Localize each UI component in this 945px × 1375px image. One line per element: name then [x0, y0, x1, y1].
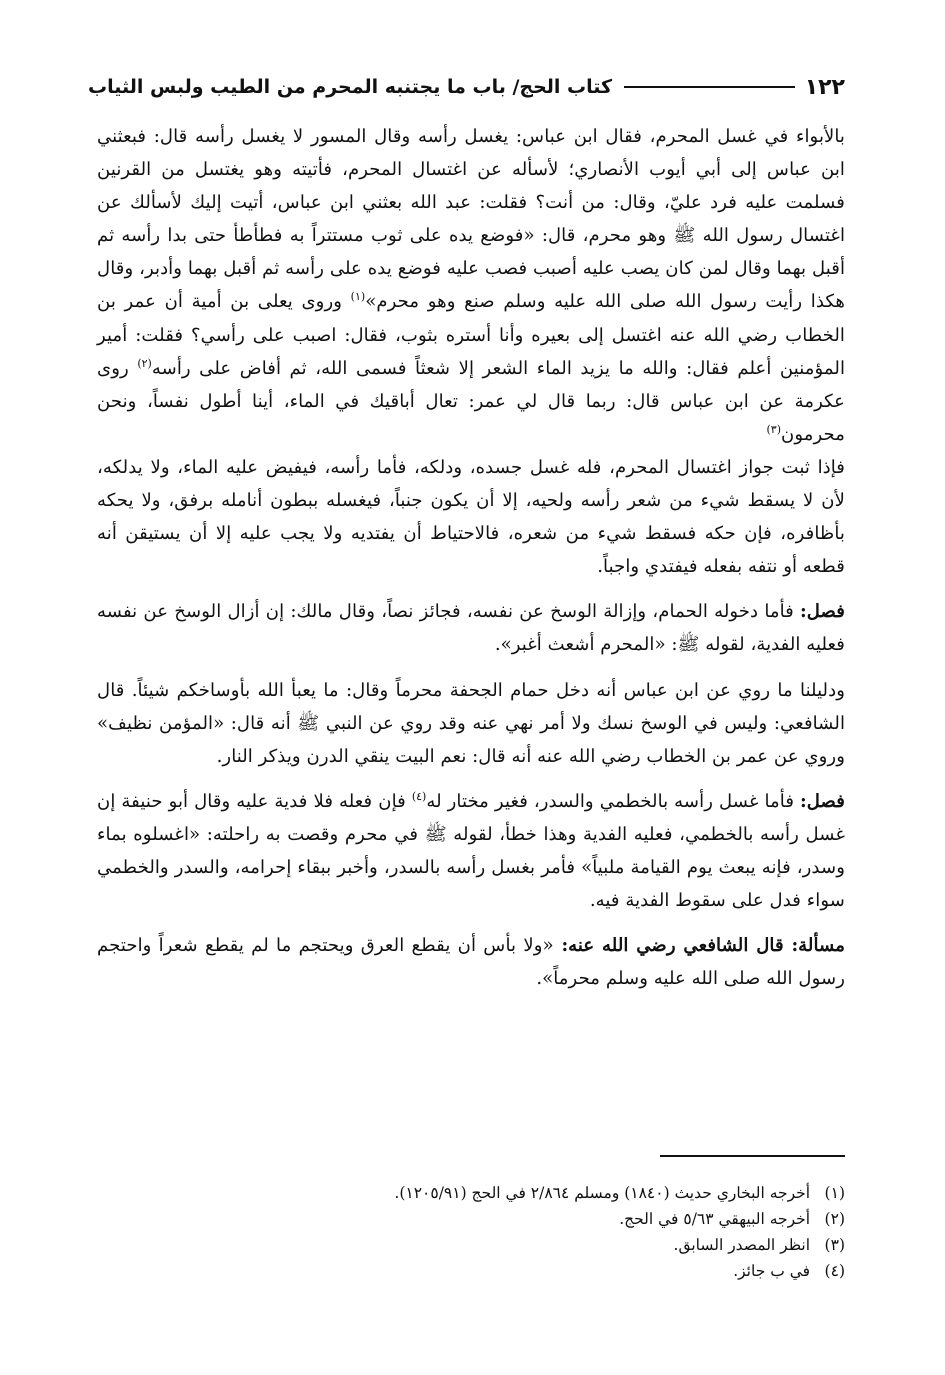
footnote-item: [300, 1206, 845, 1232]
paragraph-2: فإذا ثبت جواز اغتسال المحرم، فله غسل جسده، ودلكه، فأما رأسه، فيفيض عليه الماء، ولا يدلكه، لأن لا يسقط شيء من شعر رأسه ولحيه، إلا أن يكون جنباً، فيغسله ببطون أنامله برفق، ولا يحكه بأظافره، فإن حكه فسقط شيء من شعره، فالاحتياط أن يفتديه ولا يجب عليه إلا أن يستيقن أنه قطعه أو نتفه بفعله فيفتدي واجباً.: [97, 456, 845, 578]
paragraph-1-continued: وروى يعلى بن أمية أن عمر بن الخطاب رضي الله عنه اغتسل إلى بعيره وأنا أستره بثوب، فقال: اصبب على رأسي؟ فقلت: أمير المؤمنين أعلم فقال: والله ما يزيد الماء الشعر إلا شعثاً فسمى الله، ثم أفاض على رأسه: [97, 291, 845, 379]
paragraph-1-text: بالأبواء في غسل المحرم، فقال ابن عباس: يغسل رأسه وقال المسور لا يغسل رأسه قال: فبعثني ابن عباس إلى أبي أيوب الأنصاري؛ لأسأله عن اغتسال المحرم، فأتيته وهو يغتسل من القرنين فسلمت عليه فرد عليّ، وقال: من أنت؟ فقلت: عبد الله بعثني ابن عباس، أتيت إليك لأسألك عن اغتسال رسول الله ﷺ وهو محرم، قال: «فوضع يده على ثوب مستتراً به فطأطأ حتى بدا رأسه ثم أقبل بهما وقال لمن كان يصب عليه أصبب فصب عليه فوضع يده على رأسه ثم أقبل بهما وأدبر، وقال هكذا رأيت رسول الله صلى الله عليه وسلم صنع وهو محرم»: [97, 126, 846, 313]
footnote-number: (٤): [824, 1262, 845, 1280]
running-title: كتاب الحج/ باب ما يجتنبه المحرم من الطيب ولبس الثياب: [88, 76, 613, 98]
footnote-number: (٢): [824, 1210, 845, 1228]
paragraph-3-text: فأما دخوله الحمام، وإزالة الوسخ عن نفسه، فجائز نصاً، وقال مالك: إن أزال الوسخ عن نفسه فعليه الفدية، لقوله ﷺ: «المحرم أشعث أغبر».: [97, 601, 845, 656]
header-rule: [624, 86, 795, 88]
footnote-item: [300, 1232, 845, 1258]
masala-label: مسألة:: [791, 935, 845, 957]
paragraph-fasl-1: [97, 595, 845, 661]
footnotes: [300, 1180, 845, 1284]
footnote-number: (٣): [824, 1236, 845, 1254]
fasl-label-1: فصل:: [800, 601, 845, 623]
footnote-number: (١): [824, 1184, 845, 1202]
page-number: ١٢٢: [804, 74, 845, 100]
page-header: [88, 72, 845, 102]
main-text: [97, 120, 845, 995]
fasl-label-2: فصل:: [800, 790, 845, 812]
paragraph-1-continued-2: روى عكرمة عن ابن عباس قال: ربما قال لي عمر: تعال أباقيك في الماء، أينا أطول نفساً، ونحن محرمون: [97, 357, 845, 445]
paragraph-4: ودليلنا ما روي عن ابن عباس أنه دخل حمام الجحفة محرماً وقال: ما يعبأ الله بأوساخكم شيئاً. قال الشافعي: وليس في الوسخ نسك ولا أمر نهي عنه وقد روي عن النبي ﷺ أنه قال: «المؤمن نظيف» وروي عن عمر بن الخطاب رضي الله عنه أنه قال: نعم البيت ينقي الدرن ويذكر النار.: [97, 679, 845, 767]
footnote-text: انظر المصدر السابق.: [673, 1236, 811, 1254]
paragraph-5-text: فأما غسل رأسه بالخطمي والسدر، فغير مختار له: [426, 790, 801, 812]
footnote-text: في ب جائز.: [733, 1262, 811, 1280]
masala-author: قال الشافعي رضي الله عنه:: [553, 935, 792, 957]
footnote-ref-2[interactable]: (٢): [137, 356, 152, 370]
masala-text: «ولا بأس أن يقطع العرق ويحتجم ما لم يقطع شعراً واحتجم رسول الله صلى الله عليه وسلم محرماً».: [97, 935, 845, 990]
footnote-ref-1[interactable]: (١): [350, 290, 366, 304]
paragraph-masala: [97, 929, 845, 995]
footnote-separator: [660, 1155, 845, 1157]
footnote-item: [300, 1258, 845, 1284]
footnote-ref-3[interactable]: (٣): [766, 422, 781, 436]
paragraph-fasl-2: [97, 785, 845, 917]
footnote-item: [300, 1180, 845, 1206]
footnote-ref-4[interactable]: (٤): [411, 789, 427, 803]
paragraph-5-continued: فإن فعله فلا فدية عليه وقال أبو حنيفة إن غسل رأسه بالخطمي، فعليه الفدية وهذا خطأ، لقوله ﷺ في محرم وقصت به راحلته: «اغسلوه بماء وسدر، فإنه يبعث يوم القيامة ملبياً» فأمر بغسل رأسه بالسدر، وأخبر ببقاء إحرامه، والسدر والخطمي سواء فدل على سقوط الفدية فيه.: [97, 790, 845, 912]
footnote-text: أخرجه البخاري حديث (١٨٤٠) ومسلم ٢/٨٦٤ في الحج (١٢٠٥/٩١).: [394, 1184, 811, 1202]
paragraph-1: [97, 120, 845, 451]
footnote-text: أخرجه البيهقي ٥/٦٣ في الحج.: [619, 1210, 811, 1228]
